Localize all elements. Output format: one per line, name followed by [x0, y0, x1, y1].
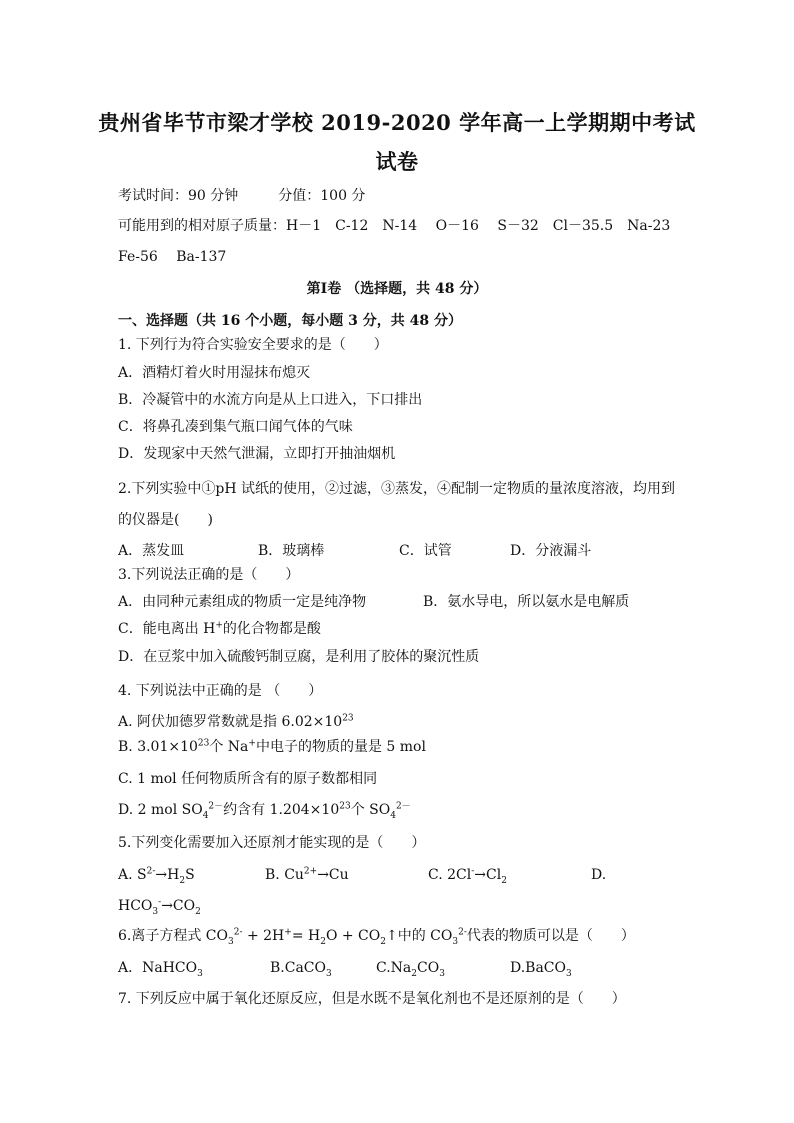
question-1-stem: 1. 下列行为符合实验安全要求的是（ ）	[118, 337, 388, 353]
exam-info	[118, 187, 365, 205]
question-1-option-c: C．将鼻孔凑到集气瓶口闻气体的气味	[118, 419, 353, 435]
atomic-masses-line2: Fe-56 Ba-137	[118, 249, 227, 265]
question-4-stem: 4. 下列说法中正确的是 （ ）	[118, 683, 323, 699]
question-7-stem: 7. 下列反应中属于氧化还原反应，但是水既不是氧化剂也不是还原剂的是（ ）	[118, 991, 626, 1007]
question-5-option-b: B. $Cu^{2+}\to Cu$	[265, 866, 349, 883]
question-2-option-d: D．分液漏斗	[510, 543, 592, 559]
question-5-stem: 5.下列变化需要加入还原剂才能实现的是（ ）	[118, 835, 426, 851]
question-5-option-c: C. $2Cl^-\to Cl_2$	[428, 866, 507, 886]
question-2-option-c: C．试管	[399, 543, 452, 559]
exam-score: 分值：100 分	[278, 188, 366, 204]
question-3-option-a: A．由同种元素组成的物质一定是纯净物	[118, 594, 367, 610]
part-title: 一、选择题（共 16 个小题，每小题 3 分，共 48 分）	[118, 313, 462, 329]
question-6-option-c: $C.Na_2CO_3$	[376, 960, 445, 979]
question-4-option-b: B. $3.01\times 10^{23}$个 Na+中电子的物质的量是 5 mol	[118, 738, 426, 755]
volume-title: 第Ⅰ卷 （选择题，共 48 分）	[306, 281, 488, 297]
question-3-stem: 3.下列说法正确的是（ ）	[118, 567, 300, 583]
question-2-option-b: B．玻璃棒	[258, 543, 325, 559]
question-1-option-a: A．酒精灯着火时用湿抹布熄灭	[118, 365, 311, 381]
question-6-option-b: B.CaCO$_3$	[270, 960, 332, 979]
exam-title-line2: 试卷	[375, 149, 419, 174]
exam-time: 考试时间：90 分钟	[118, 188, 239, 204]
question-1-option-d: D．发现家中天然气泄漏，立即打开抽油烟机	[118, 446, 396, 462]
question-4-option-c: C. 1 mol 任何物质所含有的原子数都相同	[118, 771, 378, 787]
question-4-option-d: D. 2 mol $SO_4^{2-}$约含有 $1.204\times 10^{23}$个 $SO_4^{2-}$	[118, 801, 411, 821]
question-1-option-b: B．冷凝管中的水流方向是从上口进入，下口排出	[118, 392, 423, 408]
exam-title-line1: 贵州省毕节市梁才学校 2019-2020 学年高一上学期期中考试	[98, 110, 696, 135]
question-5-option-d: $HCO_3^-\to CO_2$	[118, 897, 201, 917]
question-3-option-b: B．氨水导电，所以氨水是电解质	[423, 594, 630, 610]
question-2-stem-line2: 的仪器是( )	[118, 512, 213, 528]
question-5-option-d-label: D.	[591, 867, 607, 883]
question-6-option-d: D.BaCO$_3$	[510, 960, 572, 979]
question-6-option-a: A．NaHCO$_3$	[118, 960, 203, 979]
atomic-masses-line1: 可能用到的相对原子质量：H－1 C-12 N-14 O－16 S－32 Cl－35.5 Na-23	[118, 218, 671, 234]
question-6-stem: 6.离子方程式 $CO_3^{2-} + 2H^+= H_2O$ + $CO_2↑$中的 $CO_3^{2-}$代表的物质可以是（ ）	[118, 927, 635, 947]
question-5-option-a: A. $S^{2-}\to H_2S$	[118, 866, 195, 886]
question-3-option-d: D．在豆浆中加入硫酸钙制豆腐，是利用了胶体的聚沉性质	[118, 649, 480, 665]
question-4-option-a: A. 阿伏加德罗常数就是指 $6.02\times 10^{23}$	[118, 713, 354, 730]
question-2-stem-line1: 2.下列实验中①pH 试纸的使用，②过滤，③蒸发，④配制一定物质的量浓度溶液，均用到	[118, 481, 675, 497]
question-2-option-a: A．蒸发皿	[118, 543, 185, 559]
question-3-option-c: C．能电离出 H+的化合物都是酸	[118, 620, 321, 637]
